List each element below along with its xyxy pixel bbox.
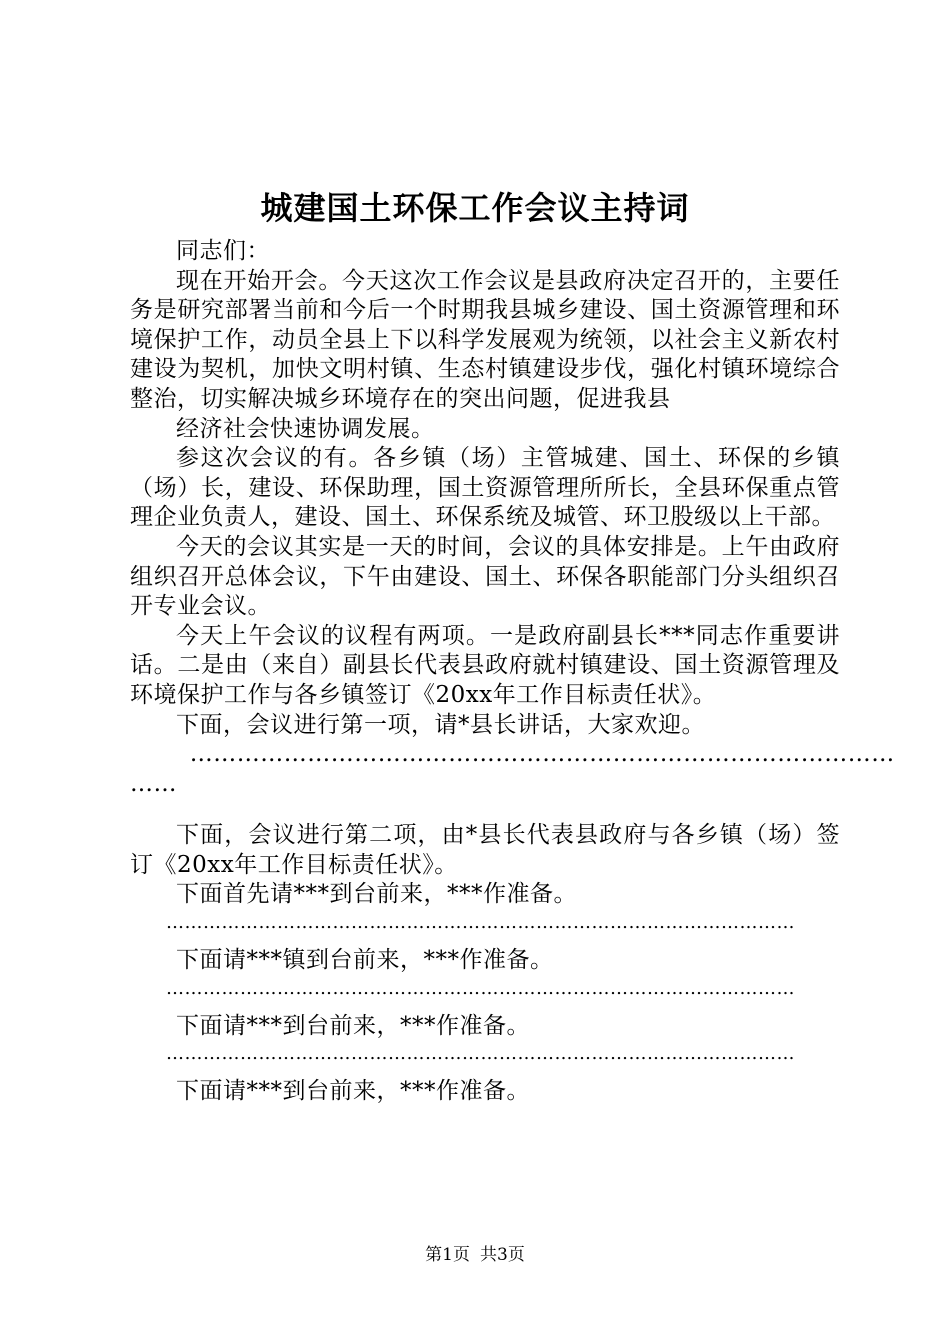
page-total: 共3页 xyxy=(480,1245,525,1265)
paragraph-development: 经济社会快速协调发展。 xyxy=(176,415,435,442)
paragraph-opening: 现在开始开会。今天这次工作会议是县政府决定召开的，主要任务是研究部署当前和今后一个时期我县城乡建设、国土资源管理和环境保护工作，动员全县上下以科学发展观为统领，以社会主义新农村建设为契机，加快文明村镇、生态村镇建设步伐，强化村镇环境综合整治，切实解决城乡环境存在的突出问题，促进我县 xyxy=(130,267,840,412)
call-line: 下面请***到台前来，***作准备。 xyxy=(176,1012,530,1039)
ellipsis-tail: …… xyxy=(130,770,177,797)
call-line: 下面首先请***到台前来，***作准备。 xyxy=(176,881,577,908)
document-title: 城建国土环保工作会议主持词 xyxy=(260,189,690,227)
paragraph-schedule: 今天的会议其实是一天的时间，会议的具体安排是。上午由政府组织召开总体会议，下午由建设、国土、环保各职能部门分头组织召开专业会议。 xyxy=(130,533,840,620)
paragraph-item-two: 下面，会议进行第二项，由*县长代表县政府与各乡镇（场）签订《20xx年工作目标责任状》。 xyxy=(130,822,840,878)
call-line: 下面请***到台前来，***作准备。 xyxy=(176,1078,530,1105)
ellipsis-separator: ………………………………………………………………………………………… xyxy=(166,912,795,934)
document-body xyxy=(130,237,895,1107)
page-number: 第1页 xyxy=(425,1245,470,1265)
page-footer xyxy=(0,1243,950,1267)
salutation: 同志们： xyxy=(176,238,270,264)
paragraph-agenda: 今天上午会议的议程有两项。一是政府副县长***同志作重要讲话。二是由（来自）副县长代表县政府就村镇建设、国土资源管理及环境保护工作与各乡镇签订《20xx年工作目标责任状》。 xyxy=(130,622,840,708)
ellipsis-separator: ………………………………………………………………………………………… xyxy=(166,977,795,999)
paragraph-attendees: 参这次会议的有。各乡镇（场）主管城建、国土、环保的乡镇（场）长，建设、环保助理，国土资源管理所所长，全县环保重点管理企业负责人，建设、国土、环保系统及城管、环卫股级以上干部。 xyxy=(130,445,840,531)
paragraph-item-one: 下面，会议进行第一项，请*县长讲话，大家欢迎。 xyxy=(176,711,705,738)
ellipsis-line: ……………………………………………………………………………… xyxy=(189,741,895,768)
call-line: 下面请***镇到台前来，***作准备。 xyxy=(176,947,554,974)
ellipsis-separator: ………………………………………………………………………………………… xyxy=(166,1043,795,1065)
